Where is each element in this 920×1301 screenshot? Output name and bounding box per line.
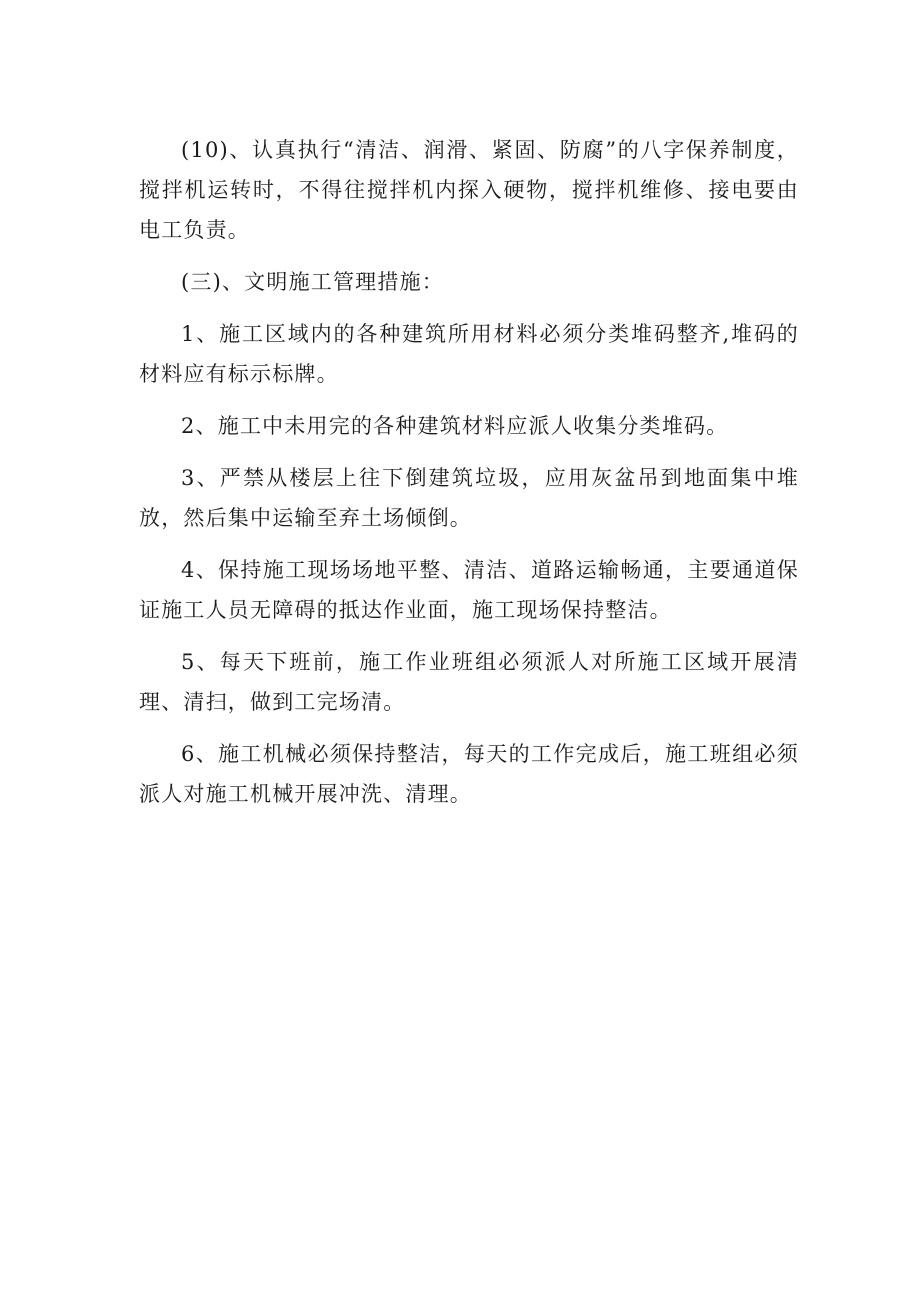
paragraph-item-2: 2、施工中未用完的各种建筑材料应派人收集分类堆码。	[181, 414, 729, 438]
paragraph-item-1: 1、施工区域内的各种建筑所用材料必须分类堆码整齐,堆码的材料应有标示标牌。	[139, 322, 799, 386]
paragraph-item-6: 6、施工机械必须保持整洁，每天的工作完成后，施工班组必须派人对施工机械开展冲洗、清理。	[139, 742, 799, 806]
paragraph-item-3: 3、严禁从楼层上往下倒建筑垃圾，应用灰盆吊到地面集中堆放，然后集中运输至弃土场倾倒。	[139, 466, 799, 530]
document-body	[139, 130, 799, 826]
section-heading-civilized-construction: (三)、文明施工管理措施：	[181, 270, 444, 294]
paragraph-item-5: 5、每天下班前，施工作业班组必须派人对所施工区域开展清理、清扫，做到工完场清。	[139, 650, 799, 714]
paragraph-item-4: 4、保持施工现场场地平整、清洁、道路运输畅通，主要通道保证施工人员无障碍的抵达作业面，施工现场保持整洁。	[139, 558, 799, 622]
paragraph-maintenance-rule: (10)、认真执行“清洁、润滑、紧固、防腐”的八字保养制度，搅拌机运转时，不得往搅拌机内探入硬物，搅拌机维修、接电要由电工负责。	[139, 138, 799, 242]
